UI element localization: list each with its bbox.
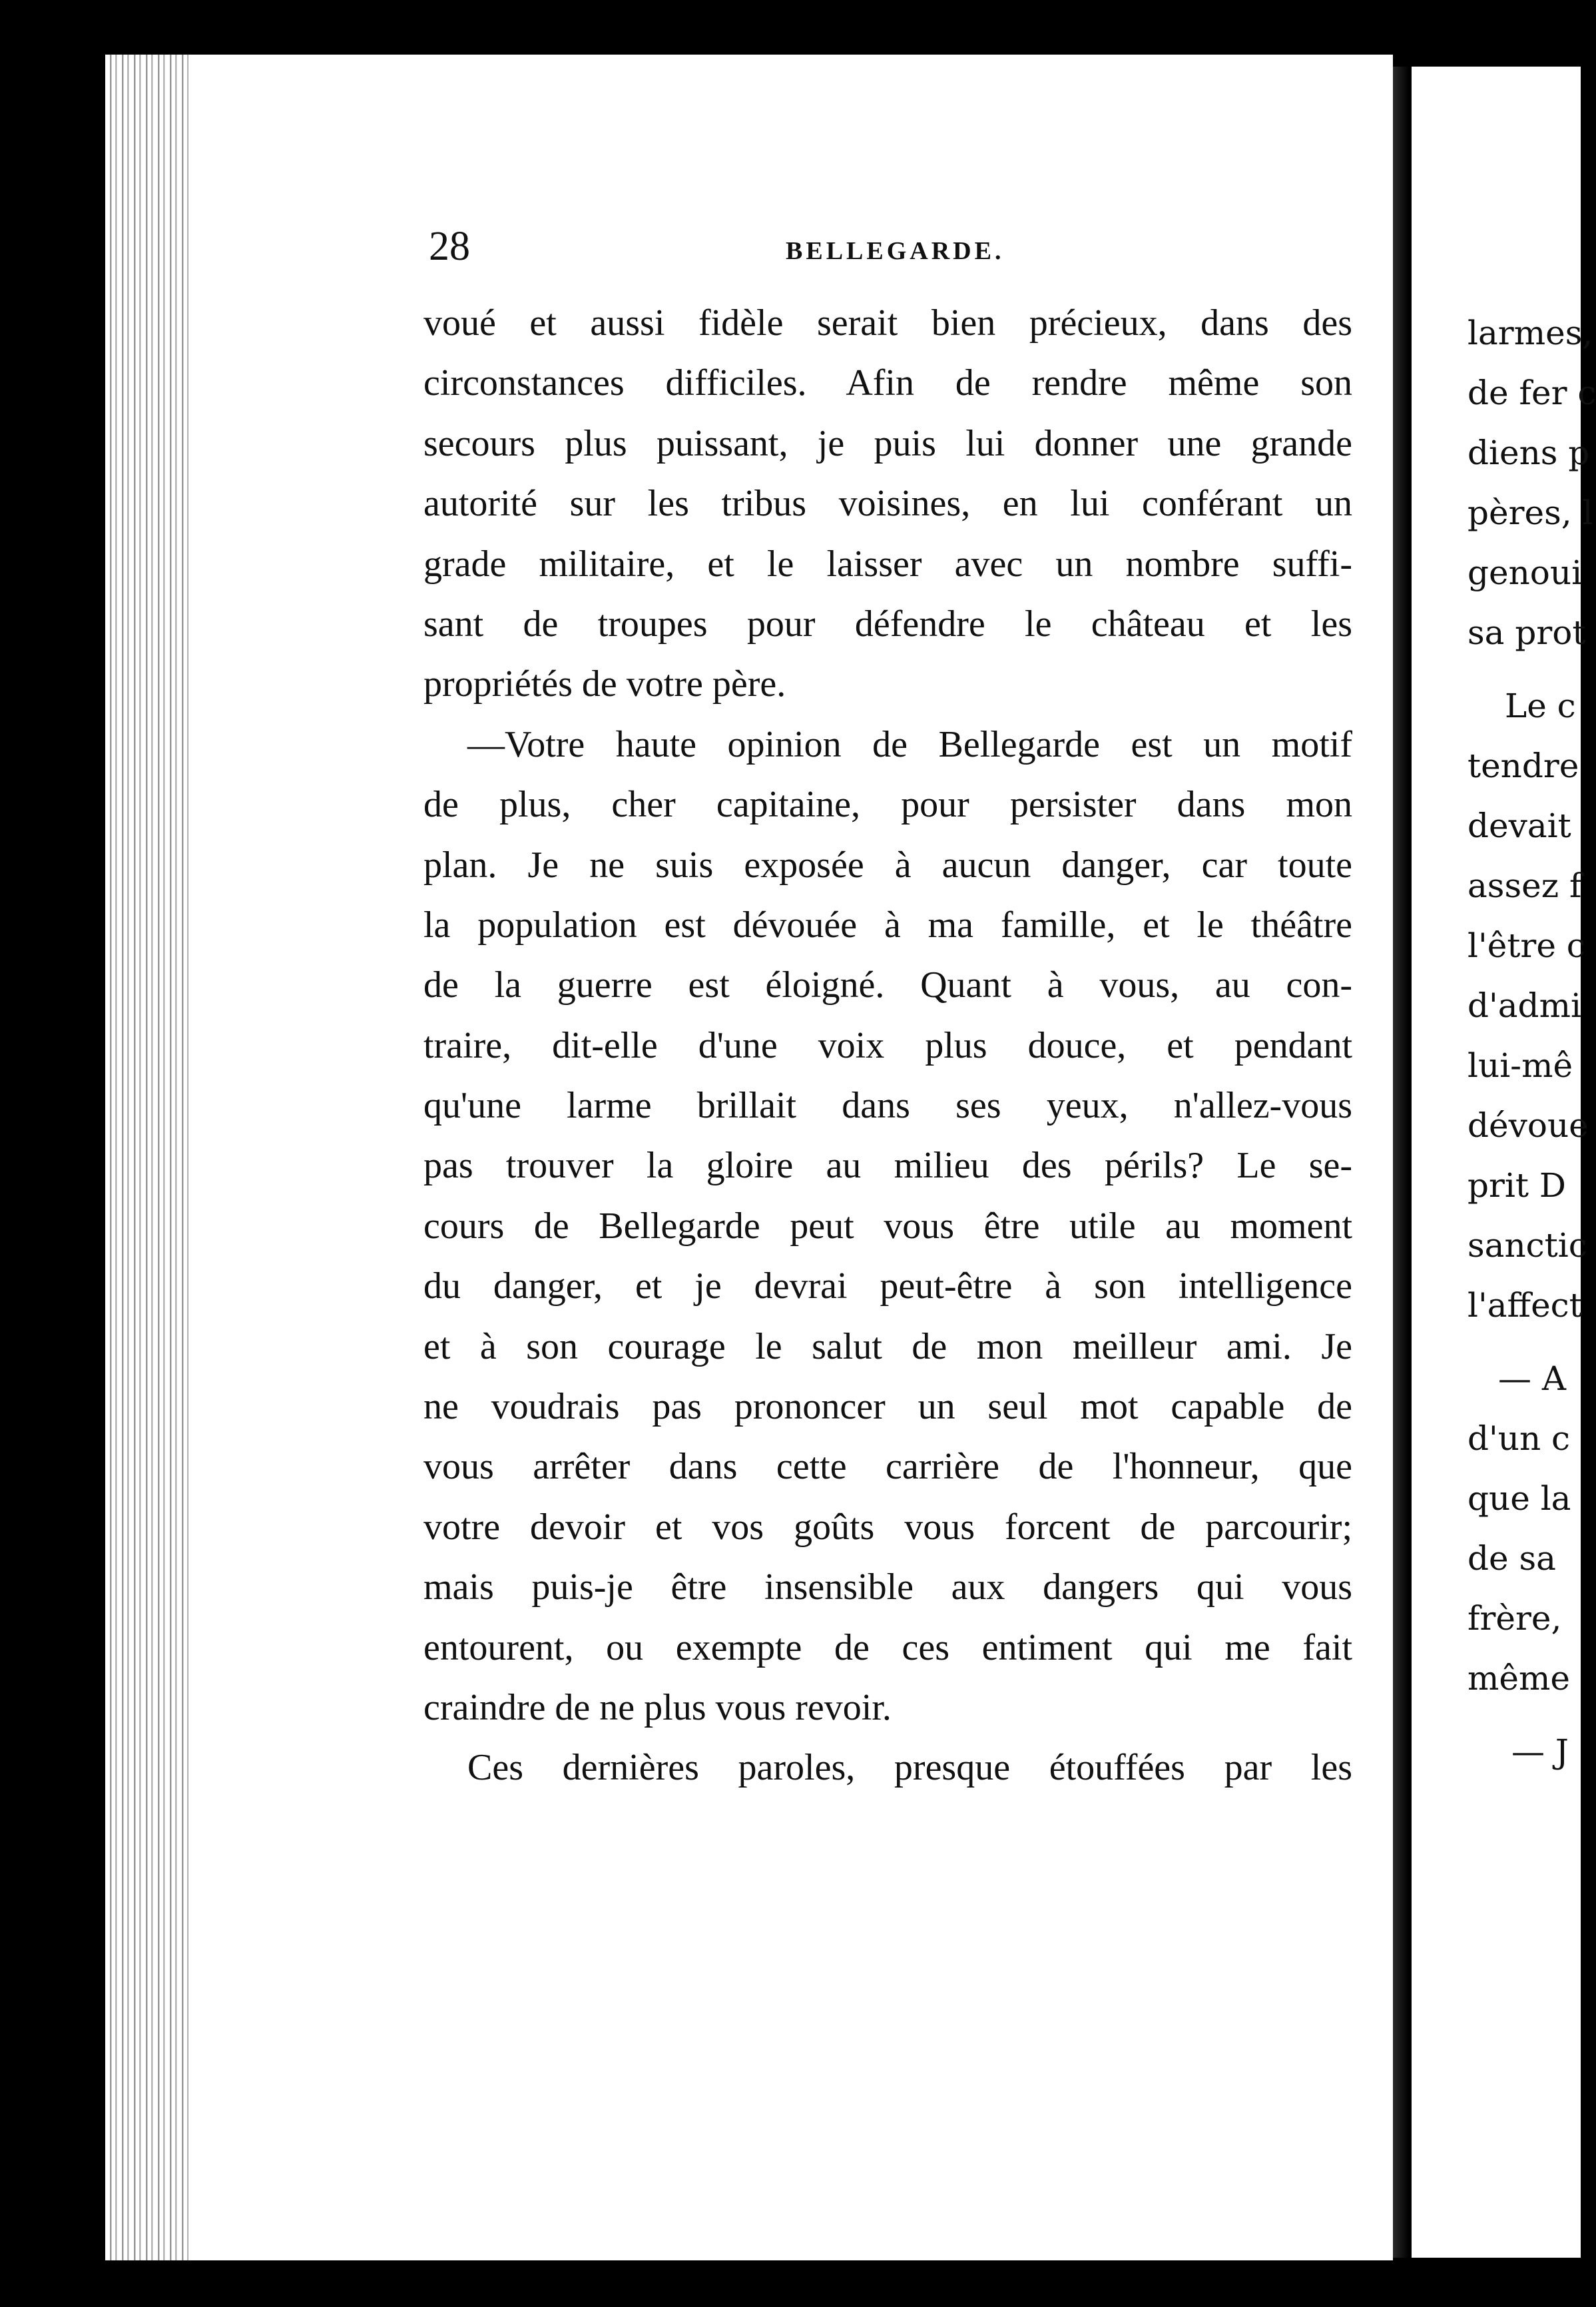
text-line: du danger, et je devrai peut-être à son intelligence <box>423 1265 1352 1307</box>
right-text-line: sanctic <box>1467 1226 1587 1265</box>
text-line: voué et aussi fidèle serait bien précieux, dans des <box>423 302 1352 344</box>
right-text-line: l'être c <box>1467 926 1585 965</box>
text-line: mais puis-je être insensible aux dangers qui vous <box>423 1566 1352 1608</box>
text-line: autorité sur les tribus voisines, en lui conférant un <box>423 483 1352 525</box>
right-text-line: — A <box>1498 1359 1567 1398</box>
right-text-line: devait <box>1467 807 1571 845</box>
text-line: craindre de ne plus vous revoir. <box>423 1686 892 1728</box>
running-title: BELLEGARDE. <box>786 237 1005 265</box>
text-line: secours plus puissant, je puis lui donner une grande <box>423 422 1352 464</box>
text-line: pas trouver la gloire au milieu des périls? Le se- <box>423 1145 1352 1187</box>
text-line: Ces dernières paroles, presque étouffées par les <box>467 1747 1352 1789</box>
text-line: de la guerre est éloigné. Quant à vous, au con- <box>423 964 1352 1006</box>
right-text-line: assez f <box>1467 866 1582 905</box>
text-line: circonstances difficiles. Afin de rendre même son <box>423 362 1352 404</box>
right-text-line: Le c <box>1505 687 1576 725</box>
text-line: propriétés de votre père. <box>423 663 786 705</box>
text-line: —Votre haute opinion de Bellegarde est un motif <box>467 723 1352 765</box>
right-text-line: d'admi <box>1467 986 1581 1025</box>
text-line: et à son courage le salut de mon meilleur ami. Je <box>423 1325 1352 1367</box>
text-line: qu'une larme brillait dans ses yeux, n'allez-vous <box>423 1085 1352 1127</box>
right-text-line: lui-mê <box>1467 1046 1573 1085</box>
page-number: 28 <box>429 224 470 269</box>
text-line: vous arrêter dans cette carrière de l'honneur, que <box>423 1446 1352 1488</box>
right-text-line: d'un c <box>1467 1419 1571 1458</box>
text-line: ne voudrais pas prononcer un seul mot capable de <box>423 1386 1352 1428</box>
right-text-line: prit D <box>1467 1166 1566 1205</box>
right-text-line: genoui <box>1467 553 1583 592</box>
body-text <box>423 293 1352 1798</box>
right-text-line: pères, l <box>1467 494 1593 532</box>
right-text-line: — J <box>1511 1732 1569 1771</box>
page-edge-lines <box>105 55 188 2260</box>
right-text-line: de fer c <box>1467 374 1596 412</box>
right-text-line: que la <box>1467 1479 1571 1518</box>
right-text-line: l'affect <box>1467 1286 1583 1325</box>
text-line: cours de Bellegarde peut vous être utile au moment <box>423 1205 1352 1247</box>
right-text-line: diens p <box>1467 434 1590 472</box>
text-line: votre devoir et vos goûts vous forcent de parcourir; <box>423 1506 1352 1548</box>
right-text-line: larmes, <box>1467 314 1593 352</box>
right-page <box>1412 67 1596 2258</box>
text-line: traire, dit-elle d'une voix plus douce, et pendant <box>423 1024 1352 1066</box>
right-text-line: même <box>1467 1659 1571 1698</box>
right-text-line: sa prot <box>1467 613 1586 652</box>
right-text-line: dévoue <box>1467 1106 1589 1145</box>
text-line: de plus, cher capitaine, pour persister dans mon <box>423 784 1352 826</box>
right-text-line: frère, <box>1467 1599 1562 1638</box>
text-line: grade militaire, et le laisser avec un nombre suffi- <box>423 543 1352 585</box>
text-line: plan. Je ne suis exposée à aucun danger, car toute <box>423 844 1352 886</box>
right-text-line: tendre <box>1467 747 1579 785</box>
page-header <box>429 223 1348 276</box>
text-line: la population est dévouée à ma famille, et le théâtre <box>423 904 1352 946</box>
text-line: entourent, ou exempte de ces entiment qui me fait <box>423 1626 1352 1668</box>
text-line: sant de troupes pour défendre le château et les <box>423 603 1352 645</box>
right-text-line: de sa <box>1467 1539 1556 1578</box>
